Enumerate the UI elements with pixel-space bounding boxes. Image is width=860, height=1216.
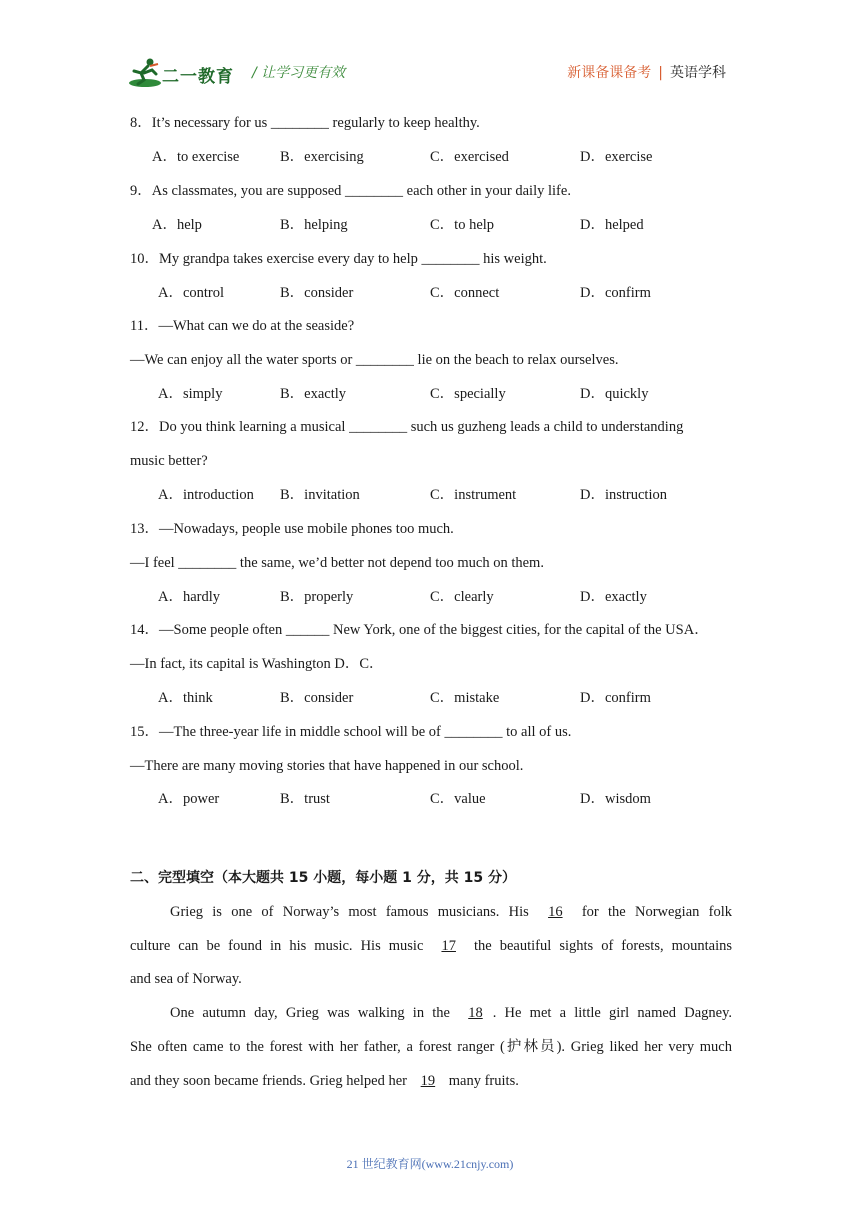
- question-8-stem: 8．It’s necessary for us ________ regularly to keep healthy.: [130, 115, 480, 131]
- page-footer: 21 世纪教育网(www.21cnjy.com): [346, 1157, 514, 1171]
- question-11-stem-line-2: —We can enjoy all the water sports or ________ lie on the beach to relax ourselves.: [130, 352, 619, 368]
- blank-18: 18: [468, 1005, 483, 1021]
- question-13-stem-line-1: 13．—Nowadays, people use mobile phones too much.: [130, 521, 454, 537]
- header-course-label: 新课备课备考: [567, 65, 652, 81]
- question-15-option-c: C．value: [430, 791, 486, 807]
- question-14-stem-line-1: 14．—Some people often ______ New York, one of the biggest cities, for the capital of the USA．: [130, 622, 709, 638]
- blank-16: 16: [548, 904, 563, 920]
- question-11-stem-line-1: 11．—What can we do at the seaside?: [130, 318, 355, 334]
- question-12-option-b: B．invitation: [280, 487, 360, 503]
- question-8-option-a: A．to exercise: [152, 149, 240, 165]
- passage-text: She often came to the forest with her father, a forest ranger (护林员). Grieg liked her very much: [130, 1039, 732, 1055]
- question-13-option-d: D．exactly: [580, 589, 647, 605]
- question-8-option-b: B．exercising: [280, 149, 364, 165]
- question-15-option-d: D．wisdom: [580, 791, 651, 807]
- question-13-option-c: C．clearly: [430, 589, 494, 605]
- runner-logo-icon: [128, 56, 162, 90]
- question-14-option-d: D．confirm: [580, 690, 651, 706]
- question-11-option-c: C．specially: [430, 386, 506, 402]
- question-9-option-a: A．help: [152, 217, 202, 233]
- question-10-option-a: A．control: [158, 285, 225, 301]
- question-15-stem-line-1: 15．—The three-year life in middle school will be of ________ to all of us.: [130, 724, 572, 740]
- question-14-option-b: B．consider: [280, 690, 354, 706]
- question-12-option-d: D．instruction: [580, 487, 667, 503]
- question-8-option-d: D．exercise: [580, 149, 653, 165]
- question-13-option-a: A．hardly: [158, 589, 221, 605]
- slogan: / 让学习更有效: [252, 65, 346, 81]
- question-15-option-a: A．power: [158, 791, 220, 807]
- question-10-option-c: C．connect: [430, 285, 500, 301]
- passage-text: and they soon became friends. Grieg helped her: [130, 1073, 408, 1089]
- logo-text: 二一教育: [162, 67, 234, 87]
- passage-text: for the Norwegian folk: [581, 904, 733, 920]
- header-separator: |: [658, 65, 663, 81]
- header-right: [567, 62, 726, 82]
- header-subject: 英语学科: [670, 65, 726, 81]
- passage-line: [130, 970, 732, 988]
- passage-line: [130, 1038, 732, 1056]
- passage-line: [170, 1004, 732, 1022]
- question-12-stem-line-1: 12．Do you think learning a musical ________ such us guzheng leads a child to understanding: [130, 419, 684, 435]
- passage-text: many fruits.: [448, 1073, 519, 1089]
- question-15-stem-line-2: —There are many moving stories that have happened in our school.: [130, 758, 524, 774]
- passage-text: the beautiful sights of forests, mountains: [474, 938, 733, 954]
- question-13-stem-line-2: —I feel ________ the same, we’d better not depend too much on them.: [130, 555, 544, 571]
- logo: [128, 56, 240, 90]
- question-8-option-c: C．exercised: [430, 149, 509, 165]
- passage-line: [170, 903, 732, 921]
- question-10-stem: 10．My grandpa takes exercise every day to help ________ his weight.: [130, 251, 547, 267]
- question-12-option-c: C．instrument: [430, 487, 517, 503]
- question-13-option-b: B．properly: [280, 589, 354, 605]
- question-14-option-a: A．think: [158, 690, 213, 706]
- question-15-option-b: B．trust: [280, 791, 330, 807]
- question-11-option-d: D．quickly: [580, 386, 649, 402]
- question-11-option-a: A．simply: [158, 386, 223, 402]
- question-11-option-b: B．exactly: [280, 386, 347, 402]
- question-12-stem-line-2: music better?: [130, 453, 208, 469]
- question-14-stem-line-2: —In fact, its capital is Washington D．C．: [130, 656, 384, 672]
- question-9-option-d: D．helped: [580, 217, 644, 233]
- blank-19: 19: [420, 1073, 436, 1089]
- passage-line: [130, 937, 732, 955]
- question-10-option-b: B．consider: [280, 285, 354, 301]
- question-10-option-d: D．confirm: [580, 285, 651, 301]
- section-title: 二、完型填空（本大题共 15 小题，每小题 1 分，共 15 分）: [130, 870, 516, 886]
- passage-text: . He met a little girl named Dagney.: [492, 1005, 733, 1021]
- question-14-option-c: C．mistake: [430, 690, 500, 706]
- passage-line: [130, 1072, 732, 1090]
- question-12-option-a: A．introduction: [158, 487, 254, 503]
- passage-text: and sea of Norway.: [130, 971, 242, 987]
- blank-17: 17: [441, 938, 456, 954]
- passage-text: culture can be found in his music. His music: [130, 938, 424, 954]
- question-9-stem: 9．As classmates, you are supposed ________ each other in your daily life.: [130, 183, 571, 199]
- page-header: [128, 56, 728, 96]
- passage-text: One autumn day, Grieg was walking in the: [170, 1005, 450, 1021]
- question-9-option-c: C．to help: [430, 217, 495, 233]
- question-9-option-b: B．helping: [280, 217, 348, 233]
- passage-text: Grieg is one of Norway’s most famous musicians. His: [170, 904, 529, 920]
